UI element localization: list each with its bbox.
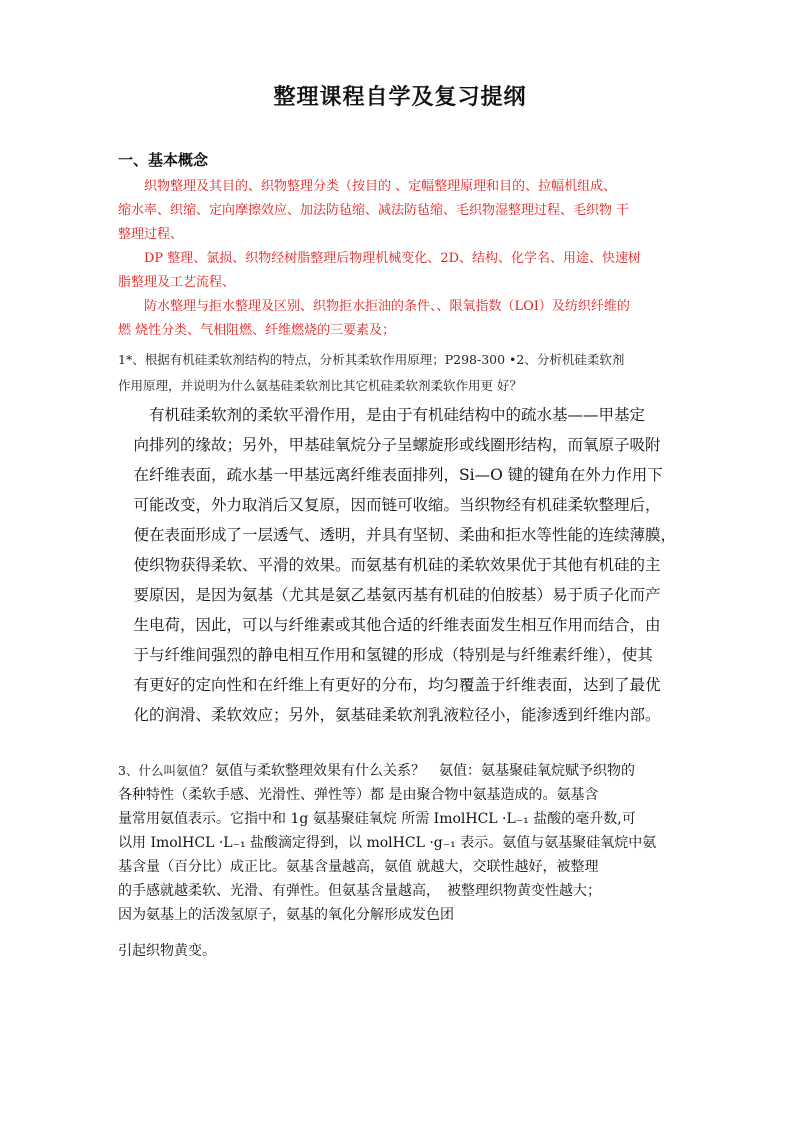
q3-line: 的手感就越柔软、光滑、有弹性。但氨基含量越高， 被整理织物黄变性越大； bbox=[118, 883, 601, 899]
concept-line: 整理过程、 bbox=[118, 227, 184, 242]
q3-first-line-rest: ？氨值与柔软整理效果有什么关系？ 氨值：氨基聚硅氧烷赋予织物的 bbox=[200, 763, 635, 779]
question-line: 1*、根据有机硅柔软剂结构的特点，分析其柔软作用原理；P298-300 •2、分析机硅柔软剂 bbox=[118, 352, 625, 367]
answer-line: 要原因，是因为氨基（尤其是氨乙基氨丙基有机硅的伯胺基）易于质子化而产 bbox=[118, 586, 661, 604]
answer-line: 有机硅柔软剂的柔软平滑作用，是由于有机硅结构中的疏水基——甲基定 bbox=[118, 406, 646, 424]
q3-question-highlight: 什么叫氨值 bbox=[138, 763, 201, 778]
q3-line: 量常用氨值表示。它指中和 1g 氨基聚硅氧烷 所需 ImolHCL ·L₋₁ 盐酸的毫升数,可 bbox=[118, 811, 636, 827]
q3-line: 以用 ImolHCL ·L₋₁ 盐酸滴定得到，以 molHCL ·g₋₁ 表示。氨值与氨基聚硅氧烷中氨 bbox=[118, 835, 657, 851]
q3-number: 3、 bbox=[118, 763, 139, 778]
concept-line: 织物整理及其目的、织物整理分类（按目的 、定幅整理原理和目的、拉幅机组成、 bbox=[118, 179, 617, 194]
answer-line: 有更好的定向性和在纤维上有更好的分布，均匀覆盖于纤维表面，达到了最优 bbox=[118, 676, 661, 694]
answer-line: 于与纤维间强烈的静电相互作用和氢键的形成（特别是与纤维素纤维），使其 bbox=[118, 646, 653, 664]
q3-line: 基含量（百分比）成正比。氨基含量越高，氨值 就越大，交联性越好，被整理 bbox=[118, 859, 599, 875]
question-1-2 bbox=[118, 349, 718, 401]
answer-paragraph bbox=[118, 400, 718, 730]
q3-line: 因为氨基上的活泼氢原子，氨基的氧化分解形成发色团 bbox=[118, 907, 454, 923]
answer-line: 化的润滑、柔软效应；另外，氨基硅柔软剂乳液粒径小，能渗透到纤维内部。 bbox=[118, 706, 661, 724]
concept-line: 缩水率、织缩、定向摩擦效应、加法防毡缩、减法防毡缩、毛织物湿整理过程、毛织物 干 bbox=[118, 203, 630, 218]
q3-first-line bbox=[118, 759, 718, 783]
answer-line: 向排列的缘故；另外，甲基硅氧烷分子呈螺旋形或线圈形结构，而氧原子吸附 bbox=[118, 436, 661, 454]
concept-line: 脂整理及工艺流程、 bbox=[118, 275, 236, 290]
q3-line: 各种特性（柔软手感、光滑性、弹性等）都 是由聚合物中氨基造成的。氨基含 bbox=[118, 787, 599, 803]
answer-line: 生电荷，因此，可以与纤维素或其他合适的纤维表面发生相互作用而结合，由 bbox=[118, 616, 661, 634]
concept-line: 燃 烧性分类、气相阻燃、纤维燃烧的三要素及； bbox=[118, 323, 396, 338]
answer-line: 在纤维表面，疏水基一甲基远离纤维表面排列，Si—O 键的键角在外力作用下 bbox=[118, 466, 663, 484]
q3-last-line: 引起织物黄变。 bbox=[118, 943, 216, 959]
concept-list bbox=[118, 176, 688, 344]
question-3-block bbox=[118, 759, 718, 963]
section-heading-basic-concepts: 一、基本概念 bbox=[118, 151, 209, 169]
answer-line: 便在表面形成了一层透气、透明，并具有坚韧、柔曲和拒水等性能的连续薄膜， bbox=[118, 526, 677, 544]
question-line: 作用原理，并说明为什么氨基硅柔软剂比其它机硅柔软剂柔软作用更 好？ bbox=[118, 378, 522, 393]
page-title: 整理课程自学及复习提纲 bbox=[273, 84, 527, 110]
concept-line: 防水整理与拒水整理及区别、织物拒水拒油的条件、、限氧指数（LOI）及纺织纤维的 bbox=[118, 299, 630, 314]
answer-line: 使织物获得柔软、平滑的效果。而氨基有机硅的柔软效果优于其他有机硅的主 bbox=[118, 556, 661, 574]
concept-line: DP 整理、氯损、织物经树脂整理后物理机械变化、2D、结构、化学名、用途、快速树 bbox=[118, 251, 641, 266]
answer-line: 可能改变，外力取消后又复原，因而链可收缩。当织物经有机硅柔软整理后， bbox=[118, 496, 661, 514]
